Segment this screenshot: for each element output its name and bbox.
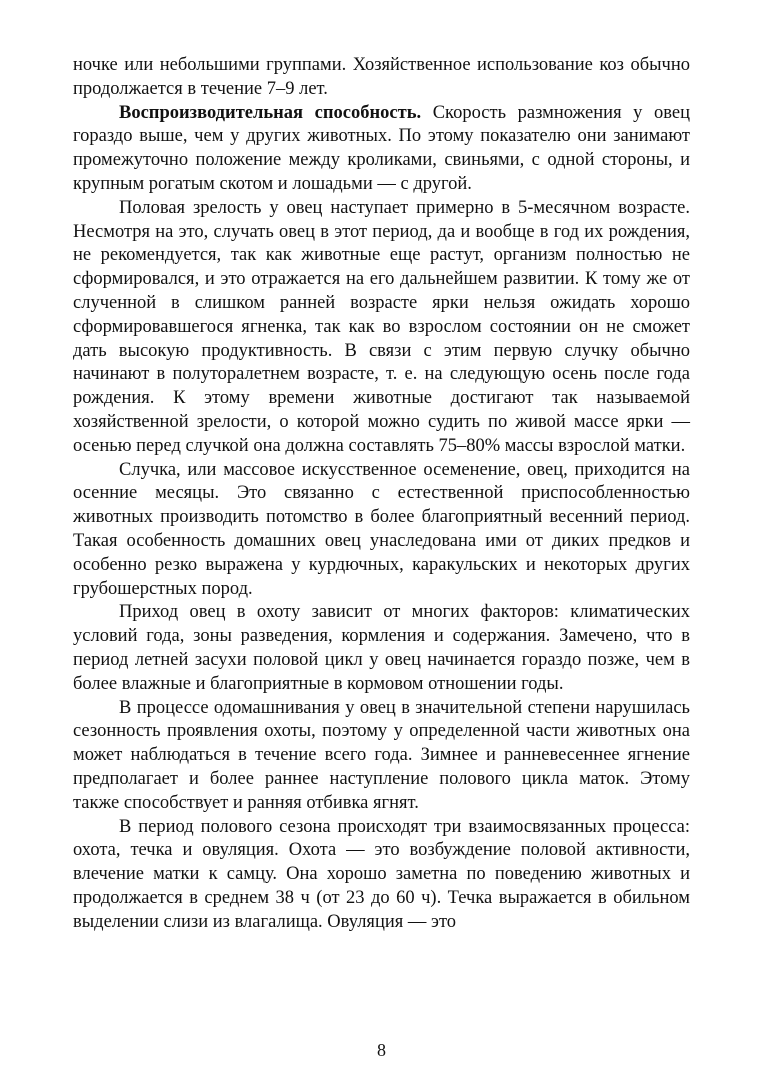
paragraph-sexual-season: В период полового сезона происходят три взаимосвязанных процесса: охота, течка и овуляция. Охота — это возбуждение половой активности, влечение матки к самцу. Она хорошо заметна по поведению животных и продолжается в среднем 38 ч (от 23 до 60 ч). Течка выражается в обильном выделении слизи из влагалища. Овуляция — это [73,816,690,932]
paragraph-sexual-maturity: Половая зрелость у овец наступает примерно в 5-месячном возрасте. Несмотря на это, случать овец в этот период, да и вообще в год их рождения, не рекомендуется, так как животные еще растут, организм полностью не сформировался, и это отражается на его дальнейшем развитии. К тому же от слученной в слишком ранней возрасте ярки нельзя ожидать хорошо сформировавшегося ягненка, так как во взрослом состоянии он не сможет дать высокую продуктивность. В связи с этим первую случку обычно начинают в полуторалетнем возрасте, т. е. на следующую осень после года рождения. К этому времени животные достигают так называемой хозяйственной зрелости, о которой можно судить по живой массе ярки — осенью перед случкой она должна составлять 75–80% массы взрослой матки. [73,197,690,456]
paragraph-estrus-factors: Приход овец в охоту зависит от многих факторов: климатических условий года, зоны разведения, кормления и содержания. Замечено, что в период летней засухи половой цикл у овец начинается гораздо позже, чем в более влажные и благоприятные в кормовом отношении годы. [73,602,690,694]
paragraph-mating-season: Случка, или массовое искусственное осеменение, овец, приходится на осенние месяцы. Это связанно с естественной приспособленностью животных производить потомство в более благоприятный весенний период. Такая особенность домашних овец унаследована ими от диких предков и особенно резко выражена у курдючных, каракульских и некоторых других грубошерстных пород. [73,459,690,599]
page-number: 8 [377,1040,386,1060]
paragraph-text: Скорость размножения у овец гораздо выше, чем у других животных. По этому показателю они занимают промежуточно положение между кроликами, свиньями, с одной стороны, и крупным рогатым скотом и лошадьми — с другой. [73,102,690,194]
paragraph-continuation: ночке или небольшими группами. Хозяйственное использование коз обычно продолжается в течение 7–9 лет. [73,55,690,99]
page-body [73,54,690,934]
paragraph-domestication: В процессе одомашнивания у овец в значительной степени нарушилась сезонность проявления охоты, поэтому у определенной части животных она может наблюдаться в течение всего года. Зимнее и ранневесеннее ягнение предполагает и более раннее наступление полового цикла маток. Этому также способствует и ранняя отбивка ягнят. [73,697,690,813]
section-heading: Воспроизводительная способность. [119,102,422,123]
paragraph-reproductive-capacity [73,102,690,197]
